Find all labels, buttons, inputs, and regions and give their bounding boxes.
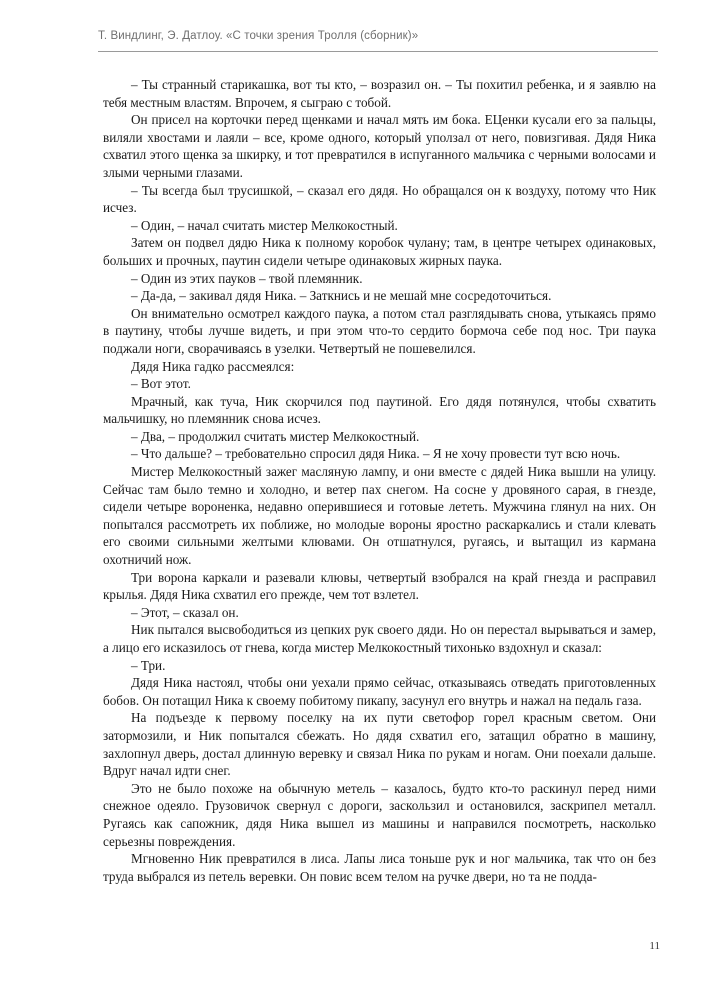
- paragraph: – Этот, – сказал он.: [131, 604, 239, 620]
- page-body: [103, 76, 656, 885]
- paragraph: Затем он подвел дядю Ника к полному коробок чулану; там, в центре четырех одинаковых, больших и прочных, паутин сидели четыре одинаковых жирных паука.: [103, 235, 656, 268]
- paragraph: – Два, – продолжил считать мистер Мелкокостный.: [131, 428, 420, 444]
- header-divider: [98, 51, 658, 52]
- paragraph: Он присел на корточки перед щенками и начал мять им бока. ЕЦенки кусали его за пальцы, виляли хвостами и лаяли – все, кроме одного, который уползал от него, повизгивая. Дядя Ника схватил этого щенка за шкирку, и тот превратился в испуганного мальчика с черными волосами и злыми черными глазами.: [103, 112, 656, 180]
- paragraph: Дядя Ника настоял, чтобы они уехали прямо сейчас, отказываясь отведать приготовленных бобов. Он потащил Ника к своему побитому пикапу, засунул его внутрь и нажал на педаль газа.: [103, 675, 656, 708]
- paragraph: – Что дальше? – требовательно спросил дядя Ника. – Я не хочу провести тут всю ночь.: [131, 446, 621, 462]
- paragraph: Мгновенно Ник превратился в лиса. Лапы лиса тоньше рук и ног мальчика, так что он без труда выбрался из петель веревки. Он повис всем телом на ручке двери, но та не подда-: [103, 851, 656, 884]
- paragraph: – Да-да, – закивал дядя Ника. – Заткнись и не мешай мне сосредоточиться.: [131, 288, 552, 304]
- paragraph: Это не было похоже на обычную метель – казалось, будто кто-то раскинул перед ними снежное одеяло. Грузовичок свернул с дороги, заскользил и остановился, заскрипел металл. Ругаясь как сапожник, дядя Ника вышел из машины и направился посмотреть, насколько серьезны повреждения.: [103, 780, 656, 849]
- paragraph: – Ты всегда был трусишкой, – сказал его дядя. Но обращался он к воздуху, потому что Ник исчез.: [103, 182, 656, 216]
- paragraph: Ник пытался высвободиться из цепких рук своего дяди. Но он перестал вырываться и замер, а лицо его исказилось от гнева, когда мистер Мелкокостный тихонько вздохнул и сказал:: [103, 622, 656, 655]
- paragraph: Дядя Ника гадко рассмеялся:: [131, 358, 295, 374]
- paragraph: – Один из этих пауков – твой племянник.: [131, 270, 363, 286]
- paragraph: Мистер Мелкокостный зажег масляную лампу, и они вместе с дядей Ника вышли на улицу. Сейчас там было темно и холодно, и ветер пах снегом. На сосне у дровяного сарая, в гнезде, сидели четыре вороненка, недавно оперившиеся и готовые лететь. Мужчина глянул на них. Он попытался рассмотреть их поближе, но молодые вороны яростно раскаркались и стали клевать его своими сильными желтыми клювами. Он отшатнулся, ругаясь, и вытащил из кармана охотничий нож.: [103, 464, 656, 568]
- paragraph: – Вот этот.: [131, 376, 191, 392]
- page-number: 11: [649, 940, 660, 952]
- paragraph: – Три.: [131, 657, 166, 673]
- paragraph: Он внимательно осмотрел каждого паука, а потом стал разглядывать снова, утыкаясь прямо в паутину, чтобы лучше видеть, и при этом что-то сердито бормоча себе под нос. Три паука поджали ноги, сворачиваясь в узелки. Четвертый не пошевелился.: [103, 305, 656, 356]
- running-header: Т. Виндлинг, Э. Датлоу. «С точки зрения Тролля (сборник)»: [98, 30, 419, 42]
- paragraph: Три ворона каркали и разевали клювы, четвертый взобрался на край гнезда и расправил крылья. Дядя Ника схватил его прежде, чем тот взлетел.: [103, 569, 656, 603]
- paragraph: Мрачный, как туча, Ник скорчился под паутиной. Его дядя потянулся, чтобы схватить мальчишку, но племянник снова исчез.: [103, 393, 656, 427]
- paragraph: – Один, – начал считать мистер Мелкокостный.: [131, 217, 398, 233]
- paragraph: На подъезде к первому поселку на их пути светофор горел красным светом. Они затормозили, и Ник попытался сбежать. Но дядя схватил его, затащил обратно в машину, захлопнул дверь, достал длинную веревку и связал Ника по рукам и ногам. Они поехали дальше. Вдруг начал идти снег.: [103, 710, 656, 779]
- paragraph: – Ты странный старикашка, вот ты кто, – возразил он. – Ты похитил ребенка, и я заявлю на тебя местным властям. Впрочем, я сыграю с тобой.: [103, 77, 656, 110]
